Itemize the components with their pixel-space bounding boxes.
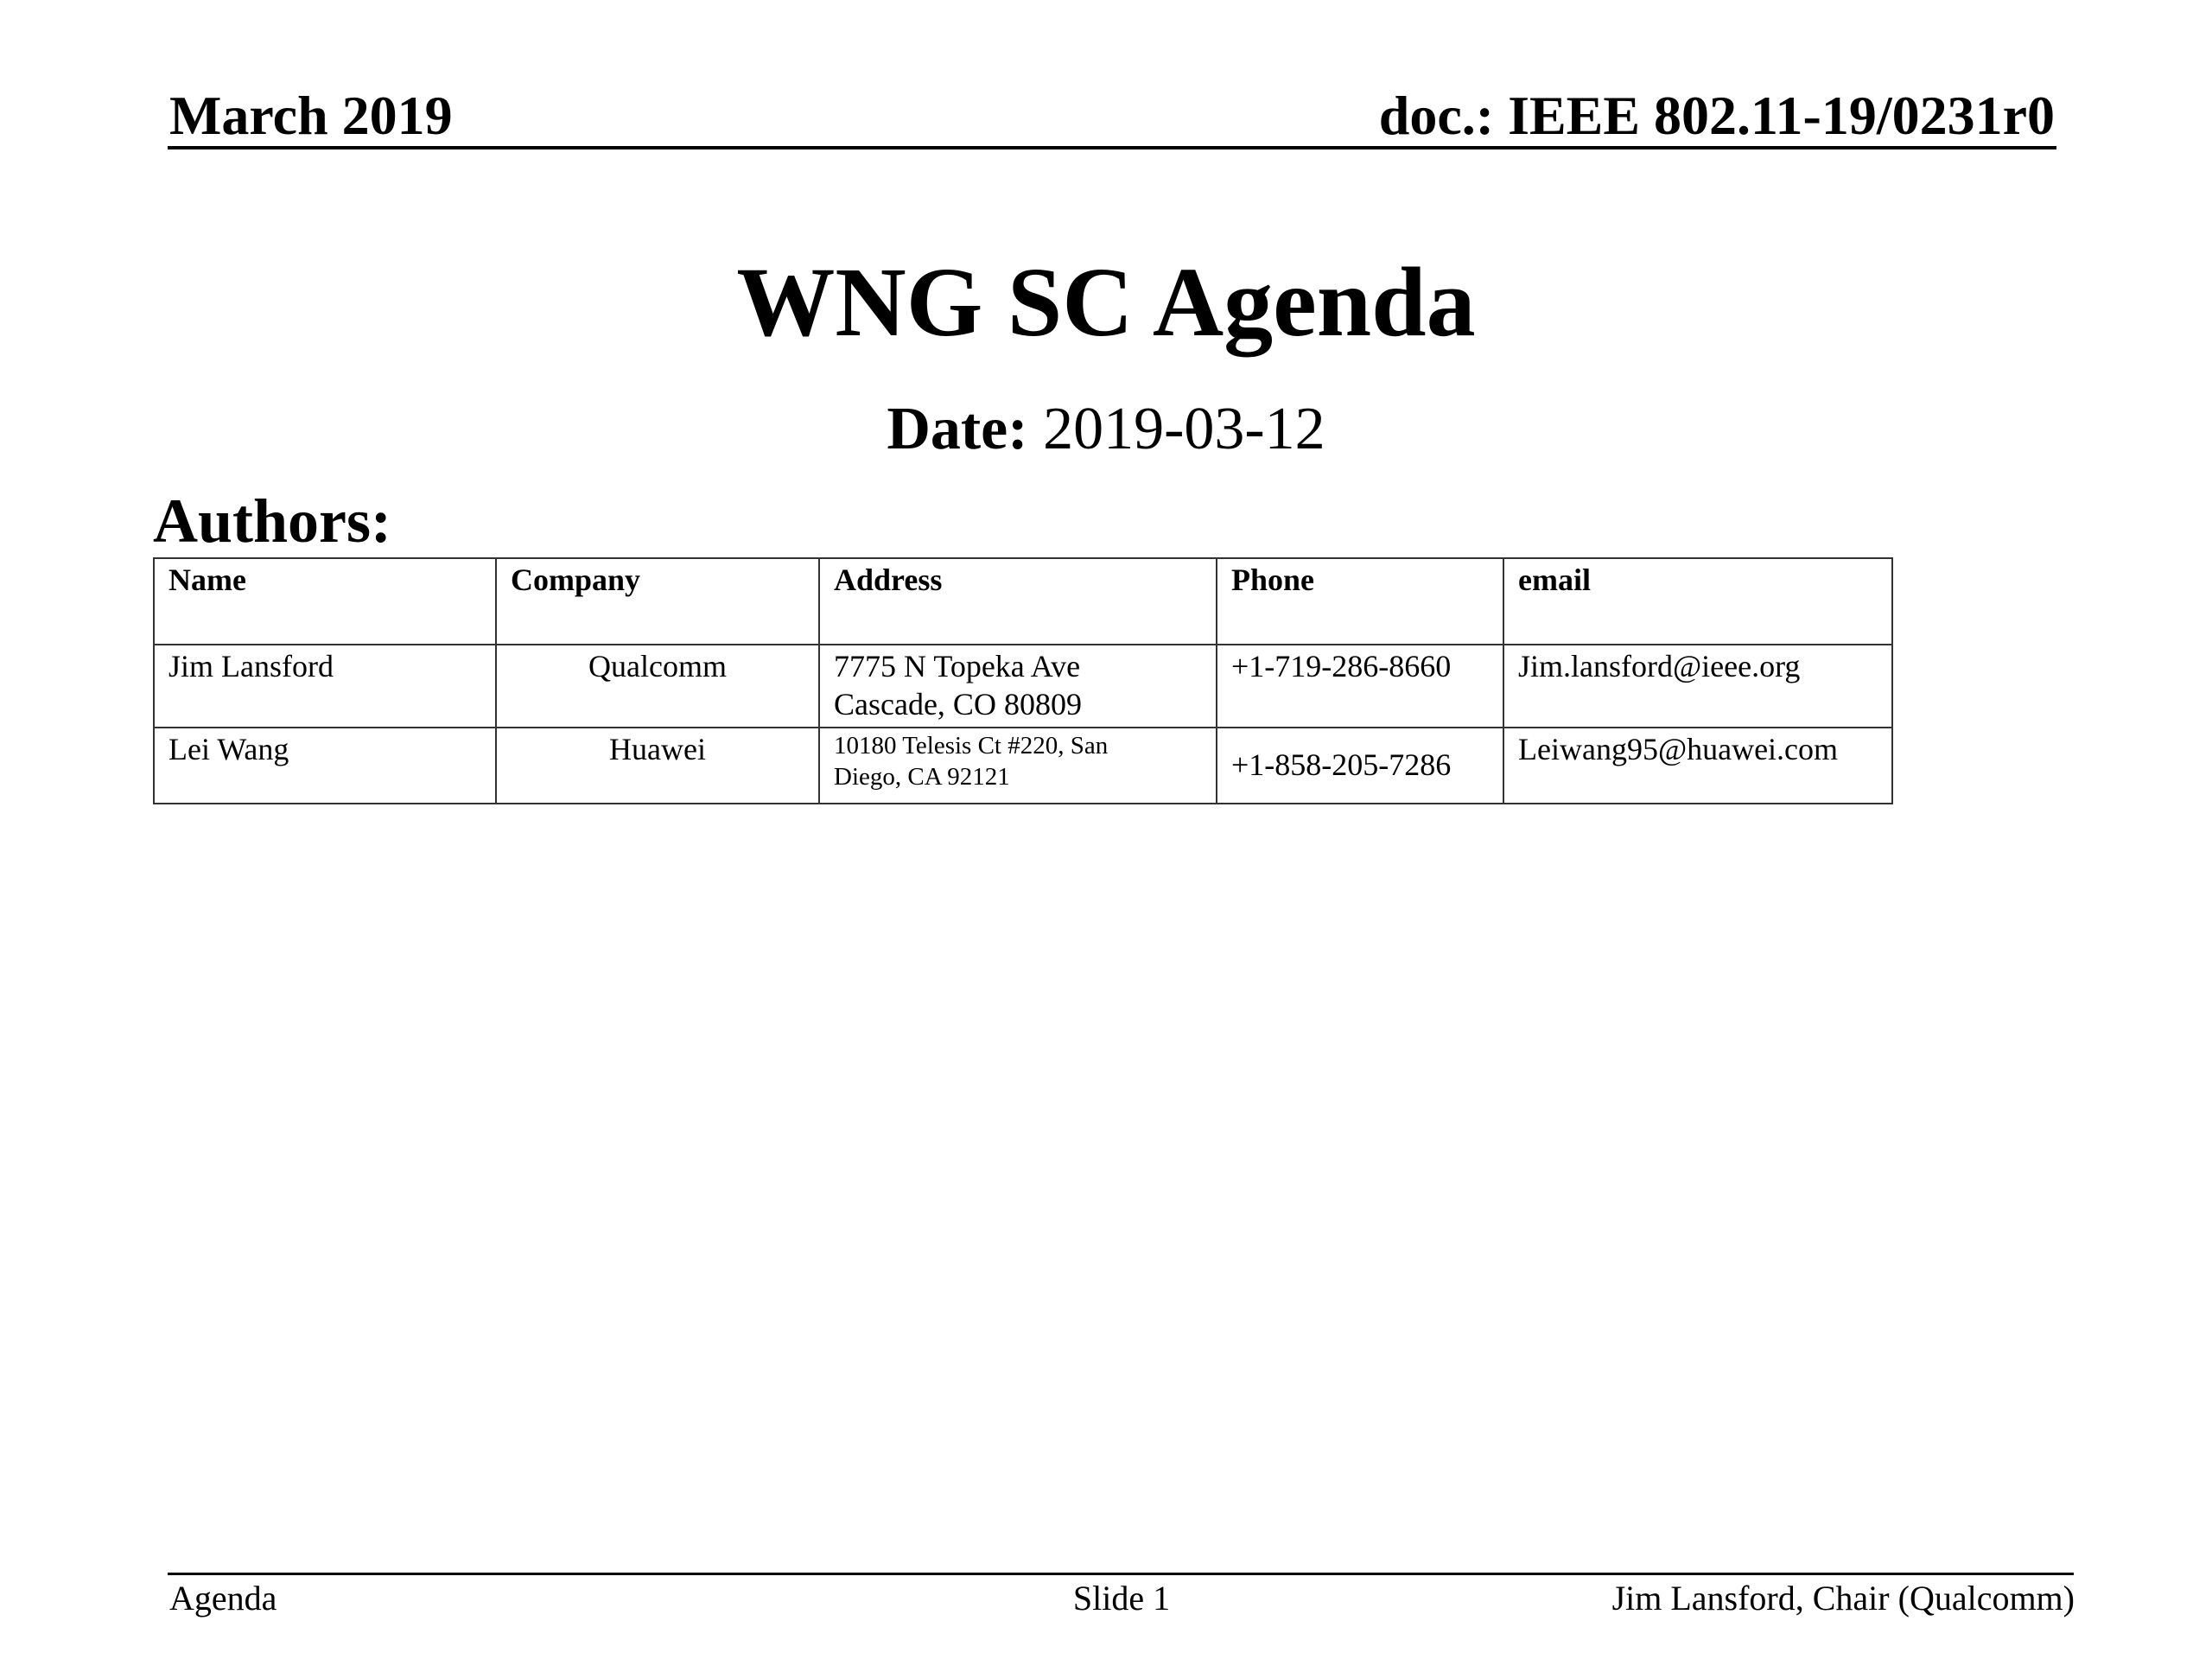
column-header-company: Company bbox=[496, 558, 819, 645]
table-row bbox=[154, 728, 1892, 804]
column-header-name: Name bbox=[154, 558, 496, 645]
column-header-address: Address bbox=[819, 558, 1217, 645]
header-divider bbox=[168, 146, 2056, 149]
slide-number: Slide 1 bbox=[1072, 1579, 1171, 1618]
address-line-2: Cascade, CO 80809 bbox=[834, 687, 1082, 721]
author-phone: +1-858-205-7286 bbox=[1217, 728, 1503, 804]
author-email: Leiwang95@huawei.com bbox=[1503, 728, 1892, 804]
author-name: Jim Lansford bbox=[154, 645, 496, 728]
author-company: Qualcomm bbox=[496, 645, 819, 728]
authors-table bbox=[153, 557, 1893, 804]
authors-heading: Authors: bbox=[153, 486, 392, 556]
author-company: Huawei bbox=[496, 728, 819, 804]
footer-divider bbox=[168, 1573, 2074, 1575]
column-header-phone: Phone bbox=[1217, 558, 1503, 645]
date-value: 2019-03-12 bbox=[1027, 396, 1325, 462]
author-address bbox=[819, 728, 1217, 804]
date-label: Date: bbox=[887, 396, 1028, 462]
author-email: Jim.lansford@ieee.org bbox=[1503, 645, 1892, 728]
author-name: Lei Wang bbox=[154, 728, 496, 804]
header-date: March 2019 bbox=[169, 85, 453, 146]
footer-presenter: Jim Lansford, Chair (Qualcomm) bbox=[1611, 1579, 2075, 1618]
header-doc-id: doc.: IEEE 802.11-19/0231r0 bbox=[1378, 85, 2055, 146]
author-address bbox=[819, 645, 1217, 728]
slide-title: WNG SC Agenda bbox=[736, 247, 1476, 357]
table-header-row bbox=[154, 558, 1892, 645]
column-header-email: email bbox=[1503, 558, 1892, 645]
table-row bbox=[154, 645, 1892, 728]
date-line bbox=[0, 393, 2212, 466]
address-line-1: 10180 Telesis Ct #220, San bbox=[834, 732, 1109, 760]
address-line-1: 7775 N Topeka Ave bbox=[834, 649, 1081, 683]
author-phone: +1-719-286-8660 bbox=[1217, 645, 1503, 728]
footer-topic: Agenda bbox=[169, 1579, 277, 1618]
address-line-2: Diego, CA 92121 bbox=[834, 763, 1010, 791]
